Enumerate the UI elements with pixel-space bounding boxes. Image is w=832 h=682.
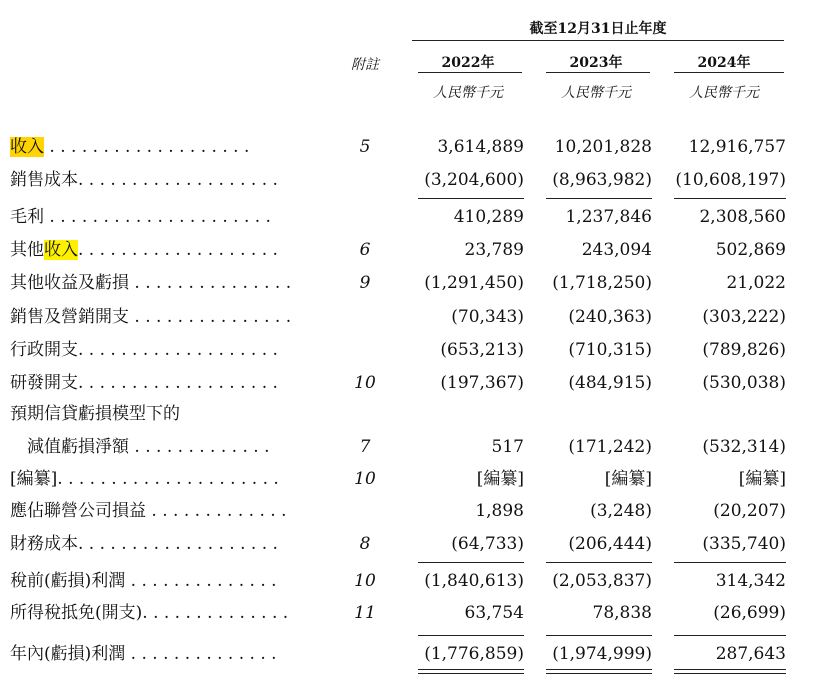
net-line-2023 [546,635,652,636]
double-underline-2023-b [546,673,652,674]
net-line-2024 [674,635,786,636]
value-2024: (303,222) [702,307,786,327]
double-underline-2022-a [418,669,524,670]
pretax-line-2022 [418,562,524,563]
value-2023: (1,974,999) [552,644,652,664]
value-2023: [編纂] [604,469,652,489]
unit-label-2023: 人民幣千元 [561,85,631,101]
value-2022: (3,204,600) [424,170,524,190]
value-2024: 12,916,757 [688,137,786,157]
value-2023: (8,963,982) [552,170,652,190]
value-2023: (2,053,837) [552,571,652,591]
value-2024: (789,826) [702,340,786,360]
value-2023: (484,915) [568,373,652,393]
value-2024: 314,342 [715,571,786,591]
value-2023: (240,363) [568,307,652,327]
row-label-text: 所得稅抵免(開支). . . . . . . . . . . . . . [10,603,289,623]
row-note: 10 [354,571,376,591]
highlighted-term: 收入 [44,240,78,260]
row-label-text: 毛利 . . . . . . . . . . . . . . . . . . . . . [10,207,271,227]
row-label [10,600,288,626]
value-2024: 21,022 [726,273,786,293]
row-label-text: 稅前(虧損)利潤 . . . . . . . . . . . . . . [10,571,277,591]
value-2024: (26,699) [713,603,786,623]
unit-label-2024: 人民幣千元 [689,85,759,101]
value-2024: 2,308,560 [699,207,786,227]
row-note: 10 [354,373,376,393]
row-label [10,370,278,396]
value-2024: [編纂] [738,469,786,489]
row-label [10,270,291,296]
row-label [10,134,249,160]
year-underline-2023 [546,72,650,73]
pretax-line-2023 [546,562,652,563]
double-underline-2024-a [674,669,786,670]
year-underline-2022 [418,72,522,73]
double-underline-2022-b [418,673,524,674]
value-2024: (20,207) [713,501,786,521]
value-2023: (171,242) [568,437,652,457]
value-2023: 10,201,828 [554,137,652,157]
row-note: 9 [359,273,371,293]
value-2022: (653,213) [440,340,524,360]
value-2024: 502,869 [715,240,786,260]
unit-label-2022: 人民幣千元 [433,85,503,101]
row-label [10,167,278,193]
row-label-text: 行政開支. . . . . . . . . . . . . . . . . . . [10,340,278,360]
value-2023: 1,237,846 [565,207,652,227]
row-note [340,167,390,193]
value-2023: (3,248) [590,501,652,521]
row-note: 5 [359,137,371,157]
period-header-line [412,40,784,41]
row-label [10,337,278,363]
value-2022: 517 [491,437,524,457]
row-label-leader: . . . . . . . . . . . . . . . . . . . [44,137,250,157]
value-2022: 63,754 [464,603,524,623]
value-2022: (197,367) [440,373,524,393]
double-underline-2023-a [546,669,652,670]
row-label-text: [編纂]. . . . . . . . . . . . . . . . . . . . . [10,469,279,489]
year-header-2023: 2023年 [569,55,623,71]
year-header-2022: 2022年 [441,55,495,71]
row-label-text: 年內(虧損)利潤 . . . . . . . . . . . . . . [10,644,277,664]
row-note [340,337,390,363]
row-label [10,641,277,667]
subtotal-line-2024 [674,198,786,199]
row-note: 8 [359,534,371,554]
subtotal-line-2023 [546,198,652,199]
pretax-line-2024 [674,562,786,563]
value-2024: (335,740) [702,534,786,554]
row-label [10,434,270,460]
row-label-text: 其他 [10,240,44,260]
row-note [340,641,390,667]
net-line-2022 [418,635,524,636]
value-2022: 1,898 [475,501,524,521]
row-label [10,568,277,594]
period-header: 截至12月31日止年度 [529,21,667,37]
value-2022: [編纂] [476,469,524,489]
value-2022: 23,789 [464,240,524,260]
row-note [340,204,390,230]
value-2023: 243,094 [581,240,652,260]
value-2024 [668,401,786,427]
row-label [10,531,278,557]
year-header-2024: 2024年 [697,55,751,71]
row-note: 11 [354,603,376,623]
row-label-leader: . . . . . . . . . . . . . . . . . . . [78,240,278,260]
row-label-text: 減值虧損淨額 . . . . . . . . . . . . . [10,437,270,457]
row-note [340,401,390,427]
value-2022 [412,401,524,427]
value-2023: 78,838 [592,603,652,623]
row-label-text: 預期信貸虧損模型下的 [10,404,180,424]
value-2022: 3,614,889 [437,137,524,157]
row-label [10,204,271,230]
row-label-text: 財務成本. . . . . . . . . . . . . . . . . . . [10,534,278,554]
row-label-text: 研發開支. . . . . . . . . . . . . . . . . . . [10,373,278,393]
row-label-text: 銷售成本. . . . . . . . . . . . . . . . . . . [10,170,278,190]
value-2024: (530,038) [702,373,786,393]
value-2023: (1,718,250) [552,273,652,293]
value-2023: (710,315) [568,340,652,360]
row-label [10,304,291,330]
row-label-text: 銷售及營銷開支 . . . . . . . . . . . . . . . [10,307,292,327]
row-label [10,401,180,427]
row-label [10,237,278,263]
row-note [340,498,390,524]
value-2023: (206,444) [568,534,652,554]
value-2023 [540,401,652,427]
year-underline-2024 [674,72,784,73]
row-note [340,304,390,330]
value-2024: (532,314) [702,437,786,457]
value-2022: (1,840,613) [424,571,524,591]
value-2024: 287,643 [715,644,786,664]
row-label-text: 其他收益及虧損 . . . . . . . . . . . . . . . [10,273,292,293]
row-label-text: 應佔聯營公司損益 . . . . . . . . . . . . . [10,501,287,521]
row-note: 6 [359,240,371,260]
value-2022: 410,289 [453,207,524,227]
note-column-header: 附註 [351,57,379,73]
value-2022: (1,291,450) [424,273,524,293]
row-note: 7 [359,437,371,457]
row-label [10,466,279,492]
value-2022: (70,343) [451,307,524,327]
highlighted-term: 收入 [10,137,44,157]
subtotal-line-2022 [418,198,524,199]
value-2022: (1,776,859) [424,644,524,664]
row-note: 10 [354,469,376,489]
value-2022: (64,733) [451,534,524,554]
row-label [10,498,287,524]
value-2024: (10,608,197) [675,170,786,190]
double-underline-2024-b [674,673,786,674]
